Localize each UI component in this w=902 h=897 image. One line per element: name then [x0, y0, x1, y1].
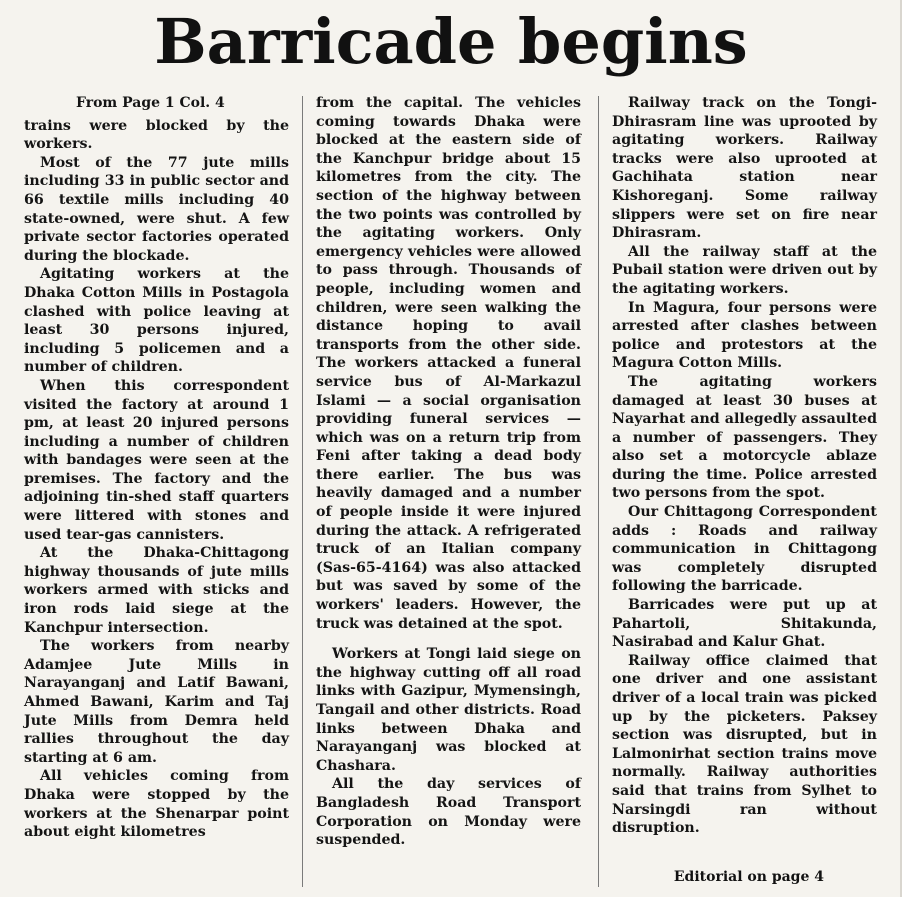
paragraph: All the day services of Bangladesh Road Transport Corporation on Monday were suspended. [316, 776, 581, 849]
paragraph: The agitating workers damaged at least 30 buses at Nayarhat and allegedly assaulted a number of passengers. They also set a motorcycle ablaze during the time. Police arrested two persons from the spot. [612, 373, 877, 502]
paragraph: All the railway staff at the Pubail station were driven out by the agitating workers. [612, 243, 877, 297]
column-divider [598, 96, 599, 887]
paragraph: Barricades were put up at Pahartoli, Shitakunda, Nasirabad and Kalur Ghat. [612, 597, 877, 651]
paragraph: from the capital. The vehicles coming towards Dhaka were blocked at the eastern side of the Kanchpur bridge about 15 kilometres from the city. The section of the highway between the two points was controlled by the agitating workers. Only emergency vehicles were allowed to pass through. Thousands of people, including women and children, were seen walking the distance hoping to avail transports from the other side. The workers attacked a funeral service bus of Al-Markazul Islami — a social organisation providing funeral services — which was on a return trip from Feni after taking a dead body there earlier. The bus was heavily damaged and a number of people inside it were injured during the attack. A refrigerated truck of an Italian company (Sas-65-4164) was also attacked but was saved by some of the workers' leaders. However, the truck was detained at the spot. [316, 95, 581, 632]
paragraph: Workers at Tongi laid siege on the highway cutting off all road links with Gazipur, Mymensingh, Tangail and other districts. Road links between Dhaka and Narayanganj was blocked at Chashara. [316, 646, 581, 774]
paragraph: Railway office claimed that one driver and one assistant driver of a local train was picked up by the picketers. Paksey section was disrupted, but in Lalmonirhat section trains move normally. Railway authorities said that trains from Sylhet to Narsingdi ran without disruption. [612, 652, 877, 837]
paragraph: In Magura, four persons were arrested after clashes between police and protestors at the Magura Cotton Mills. [612, 299, 877, 372]
paragraph: Agitating workers at the Dhaka Cotton Mills in Postagola clashed with police leaving at least 30 persons injured, including 5 policemen and a number of children. [24, 266, 289, 376]
paragraph: All vehicles coming from Dhaka were stopped by the workers at the Shenarpar point about eight kilometres [24, 768, 289, 841]
paragraph: At the Dhaka-Chittagong highway thousands of jute mills workers armed with sticks and iron rods laid siege at the Kanchpur intersection. [24, 545, 289, 636]
paragraph: When this correspondent visited the factory at around 1 pm, at least 20 injured persons including a number of children with bandages were seen at the premises. The factory and the adjoining tin-shed staff quarters were littered with stones and used tear-gas cannisters. [24, 377, 289, 543]
column-1 [24, 94, 289, 842]
column-divider [302, 96, 303, 887]
column-3 [612, 94, 877, 838]
paragraph: Railway track on the Tongi-Dhirasram line was uprooted by agitating workers. Railway tracks were also uprooted at Gachihata station near Kishoreganj. Some railway slippers were set on fire near Dhirasram. [612, 95, 877, 242]
headline: Barricade begins [154, 5, 748, 78]
paragraph: Most of the 77 jute mills including 33 in public sector and 66 textile mills including 40 state-owned, were shut. A few private sector factories operated during the blockade. [24, 154, 289, 264]
paragraph: trains were blocked by the workers. [24, 117, 289, 153]
jump-to-line: Editorial on page 4 [673, 869, 824, 885]
paragraph: Our Chittagong Correspondent adds : Roads and railway communication in Chittagong was completely disrupted following the barricade. [612, 504, 877, 595]
jump-from-line: From Page 1 Col. 4 [76, 95, 225, 111]
paragraph: The workers from nearby Adamjee Jute Mills in Narayanganj and Latif Bawani, Ahmed Bawani, Karim and Taj Jute Mills from Demra held rallies throughout the day starting at 6 am. [24, 638, 289, 766]
column-2 [316, 94, 581, 850]
paragraph-gap [316, 633, 581, 645]
